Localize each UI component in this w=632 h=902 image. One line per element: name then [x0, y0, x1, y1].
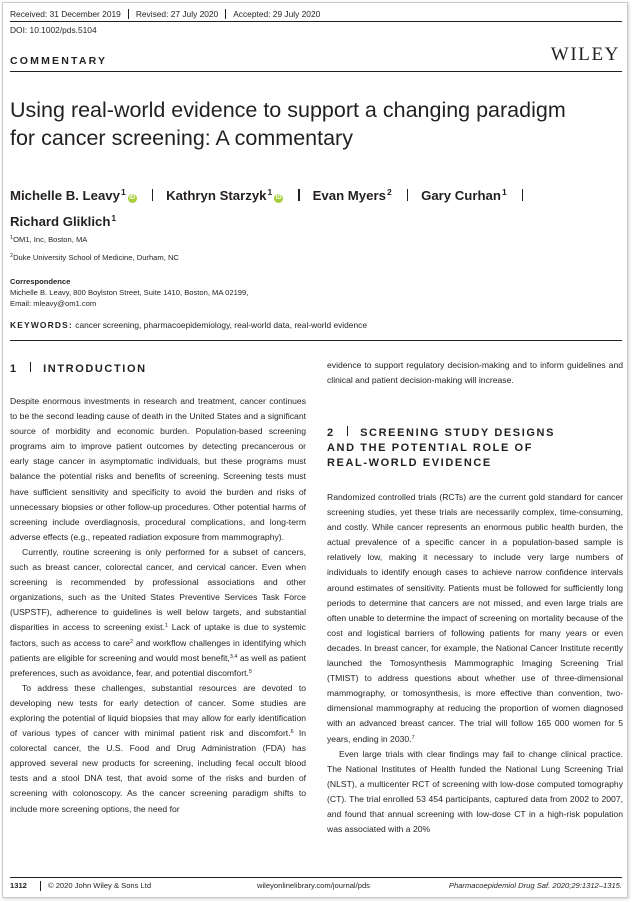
author-name[interactable]: Richard Gliklich — [10, 214, 111, 229]
paragraph: evidence to support regulatory decision-making and to inform guidelines and clinical and patient decision-making will increase. — [327, 360, 623, 386]
author-affiliation-mark: 1 — [111, 213, 117, 223]
orcid-icon[interactable]: iD — [129, 195, 136, 201]
correspondence-address: Michelle B. Leavy, 800 Boylston Street, Suite 1410, Boston, MA 02199, — [10, 288, 249, 297]
author-affiliation-mark: 1 — [501, 187, 507, 197]
section-title: INTRODUCTION — [43, 363, 147, 375]
affiliation-mark: 1 — [10, 235, 14, 241]
paragraph — [327, 490, 623, 747]
section-number: 2 — [327, 427, 334, 439]
copyright: © 2020 John Wiley & Sons Ltd — [48, 881, 152, 890]
paragraph-text: as well as patient preferences, such as avoidance, fear, and potential discomfort. — [10, 652, 306, 678]
paragraph-text: and workflow challenges in identifying which patients are eligible for screening and would most benefit, — [10, 637, 306, 663]
section-heading-introduction — [10, 362, 147, 377]
affiliation — [10, 253, 179, 262]
revised-date: Revised: 27 July 2020 — [135, 8, 219, 19]
citation-ref[interactable]: 1 — [164, 623, 169, 630]
paragraph: Despite enormous investments in research and treatment, cancer continues to be the second leading cause of death in the United States and a significant source of morbidity and economic burden. Population-based screening programs aim to improve patient outcomes by detecting precancerous or early stage cancer in asymptomatic individuals, but these programs must balance the potential risks and benefits of screening. Screening tests must have sufficient sensitivity and specificity to avoid the burden and risks of unnecessary biopsies or other follow-up procedures. Other potential harms of screening include overdiagnosis, procedural complications, and long-term adverse effects (e.g., repeated radiation exposure from mammography). — [10, 396, 306, 542]
footer-separator — [40, 881, 41, 891]
article-title — [10, 96, 610, 152]
date-separator — [128, 9, 129, 19]
article-type: COMMENTARY — [10, 55, 108, 67]
left-column — [10, 394, 306, 817]
right-column-continuation — [327, 358, 623, 388]
page-footer — [10, 881, 622, 893]
author-separator — [298, 189, 299, 201]
author-list — [10, 181, 610, 233]
citation-ref[interactable]: 3,4 — [229, 653, 238, 660]
citation-ref[interactable]: 2 — [129, 638, 134, 645]
author-affiliation-mark: 1 — [267, 187, 273, 197]
publisher-logo: WILEY — [550, 44, 620, 65]
paragraph-text: Lack of uptake is due to systemic factors, such as access to care — [10, 622, 306, 648]
author-separator — [152, 189, 153, 201]
keywords-text: cancer screening, pharmacoepidemiology, real-world data, real-world evidence — [75, 320, 367, 330]
section-title-line: SCREENING STUDY DESIGNS — [360, 427, 556, 439]
author-affiliation-mark: 1 — [120, 187, 126, 197]
page-number: 1312 — [10, 881, 27, 890]
citation-ref[interactable]: 5 — [248, 668, 252, 675]
author-name[interactable]: Kathryn Starzyk — [166, 188, 267, 203]
header-rule — [10, 21, 622, 22]
paragraph: Even large trials with clear findings may fail to change clinical practice. The National Institutes of Health funded the National Lung Screening Trial (NLST), a multicenter RCT of screening with low-dose computed tomography (CT). The trial enrolled 53 454 participants, captured data from 2002 to 2007, and found that annual screening with low-dose CT in a high-risk population was associated with a 20% — [327, 748, 623, 835]
correspondence-block — [10, 276, 248, 309]
keywords-rule — [10, 340, 622, 341]
section-title-line: AND THE POTENTIAL ROLE OF — [327, 442, 534, 454]
author-separator — [522, 189, 523, 201]
paragraph-text: In colorectal cancer, the U.S. Food and Drug Administration (FDA) has approved several new products for screening, including fecal occult blood tests and a stool DNA test, that avoid some of the risks and burden of screening with colonoscopy. As the cancer screening paradigm shifts to include more screening options, the need for — [10, 728, 306, 814]
article-type-rule — [10, 71, 622, 72]
article-history — [10, 8, 622, 19]
title-line-2: for cancer screening: A commentary — [10, 126, 353, 150]
received-date: Received: 31 December 2019 — [10, 8, 121, 19]
paragraph — [10, 681, 306, 817]
author-name[interactable]: Michelle B. Leavy — [10, 188, 120, 203]
section-number: 1 — [10, 363, 17, 375]
section-heading-screening-designs — [327, 426, 555, 471]
paragraph — [10, 545, 306, 681]
paragraph-text: To address these challenges, substantial resources are devoted to developing new tests for early detection of cancer. Some studies are exploring the potential of liquid biopsies that may allow for early identification of various types of cancer with minimal patient risk and discomfort. — [10, 682, 306, 739]
keywords-label: KEYWORDS: — [10, 320, 73, 330]
paragraph-text: Randomized controlled trials (RCTs) are the current gold standard for cancer screening studies, yet these trials are necessarily complex, time-consuming, and costly. While cancer represents an enormous public health burden, the actual prevalence of a specific cancer in a population-based sample is relatively low, making it necessary to include very large numbers of individuals to identify enough cases to achieve narrow confidence intervals around estimates of sensitivity. Patients must be followed for sufficiently long periods to determine that cancers are not missed, and even large trials are often unable to determine the impact of screening on mortality because of the cost and logistical barriers of following patients for many years or even decades. In breast cancer, for example, the National Cancer Institute recently launched the Tomosynthesis Mammographic Imaging Screening Trial (TMIST) to address questions about whether use of three-dimensional mammography, or tomosynthesis, is more effective than convention, two-dimensional mammography at reducing the proportion of women diagnosed with an advanced breast cancer. The trial will follow 165 000 women for 5 years, ending in 2030. — [327, 492, 623, 744]
journal-url[interactable]: wileyonlinelibrary.com/journal/pds — [257, 881, 370, 890]
affiliation-text: Duke University School of Medicine, Durham, NC — [13, 253, 179, 262]
citation-ref[interactable]: 7 — [411, 734, 415, 741]
footer-rule — [10, 877, 622, 878]
author-separator — [407, 189, 408, 201]
section-title-line: REAL-WORLD EVIDENCE — [327, 457, 492, 469]
doi-link[interactable]: DOI: 10.1002/pds.5104 — [10, 25, 97, 35]
affiliation — [10, 235, 87, 244]
keywords — [10, 320, 367, 330]
accepted-date: Accepted: 29 July 2020 — [233, 8, 321, 19]
heading-separator — [30, 362, 31, 372]
affiliation-text: OM1, Inc, Boston, MA — [13, 235, 88, 244]
author-affiliation-mark: 2 — [386, 187, 392, 197]
correspondence-email[interactable]: Email: mleavy@om1.com — [10, 299, 97, 308]
orcid-icon[interactable]: iD — [275, 195, 282, 201]
right-column — [327, 490, 623, 837]
heading-separator — [347, 426, 348, 436]
affiliation-mark: 2 — [10, 253, 14, 259]
author-name[interactable]: Evan Myers — [312, 188, 386, 203]
journal-citation: Pharmacoepidemiol Drug Saf. 2020;29:1312–1315. — [448, 881, 622, 890]
citation-ref[interactable]: 6 — [290, 729, 294, 736]
paragraph-text: Currently, routine screening is only performed for a subset of cancers, such as breast cancer, colorectal cancer, and cervical cancer. Even when screening is recommended by professional associations and other organizations, such as the United States Preventive Services Task Force (USPSTF), adherence to guidelines is well below targets, and substantial disparities in access to screening exist. — [10, 546, 306, 633]
title-line-1: Using real-world evidence to support a changing paradigm — [10, 98, 566, 122]
date-separator — [225, 9, 226, 19]
correspondence-label: Correspondence — [10, 277, 71, 286]
author-name[interactable]: Gary Curhan — [421, 188, 501, 203]
